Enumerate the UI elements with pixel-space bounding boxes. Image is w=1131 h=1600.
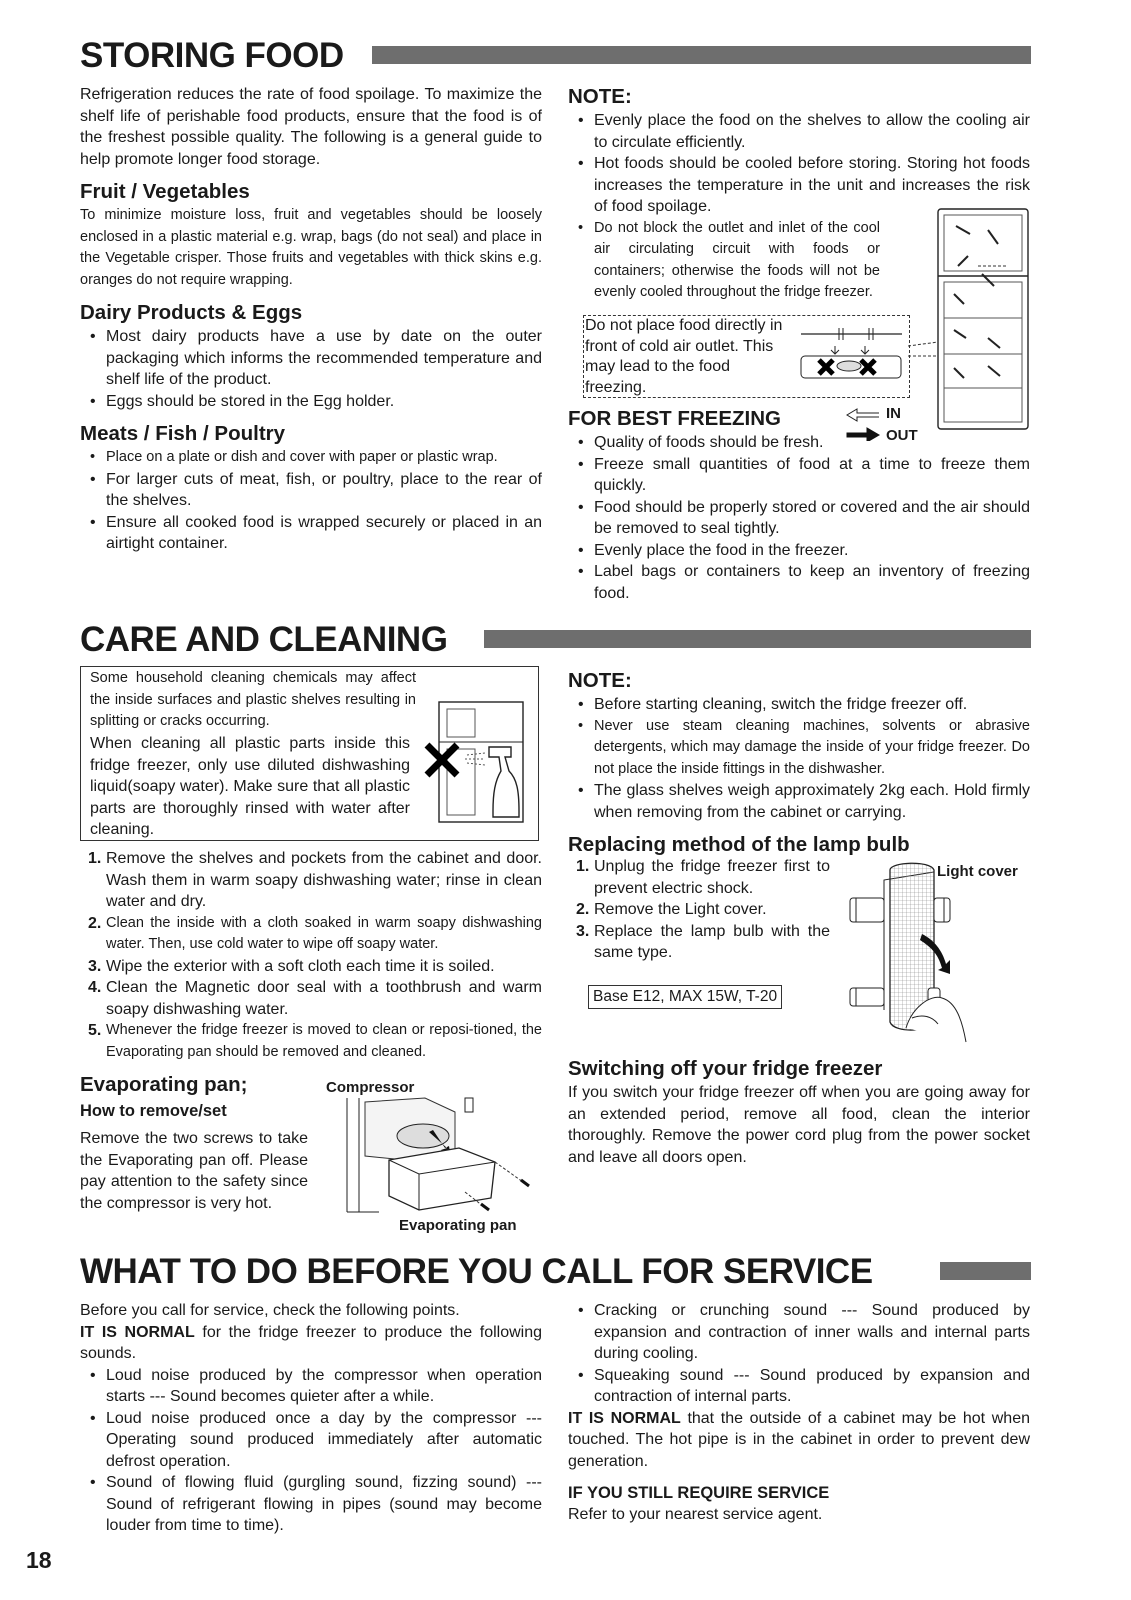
no-spray-illustration	[419, 697, 533, 829]
list-item: • Do not block the outlet and inlet of the cool air circulating circuit with foods or containers; otherwise the foods will not be evenly cooled throughout the fridge freezer.	[568, 218, 880, 304]
compressor-label: Compressor	[326, 1079, 415, 1096]
list-item	[568, 899, 830, 921]
step-text: Whenever the fridge freezer is moved to clean or reposi-tioned, the Evaporating pan should be removed and cleaned.	[106, 1022, 542, 1060]
note-list-narrow	[568, 218, 880, 304]
cleaning-steps	[80, 848, 542, 1063]
best-freezing-list	[568, 432, 1030, 604]
list-item: • Ensure all cooked food is wrapped securely or placed in an airtight container.	[80, 512, 542, 555]
switching-off-section	[568, 1056, 1030, 1168]
section-title-storing-food: STORING FOOD	[80, 36, 344, 75]
care-note-list	[568, 694, 1030, 823]
note-heading: NOTE:	[568, 85, 632, 108]
cold-air-callout	[583, 315, 910, 398]
list-item: • Sound of flowing fluid (gurgling sound, fizzing sound) --- Sound of refrigerant flowing in pipes (sound may become louder from time to time).	[80, 1472, 542, 1537]
list-item	[80, 913, 542, 956]
list-item: • For larger cuts of meat, fish, or poultry, place to the rear of the shelves.	[80, 469, 542, 512]
storing-left-column	[80, 84, 542, 555]
dairy-list	[80, 326, 542, 412]
cleaning-warning-box	[80, 666, 539, 841]
list-item	[568, 856, 830, 899]
fridge-airflow-illustration	[908, 206, 1032, 438]
dairy-heading: Dairy Products & Eggs	[80, 301, 303, 324]
meat-heading: Meats / Fish / Poultry	[80, 422, 286, 445]
list-item	[568, 921, 830, 964]
note-list	[568, 110, 1030, 218]
switch-text: If you switch your fridge freezer off when you are going away for an extended period, remove all food, clean the interior thoroughly. Remove the power cord plug from the power socket and leave all doors open.	[568, 1084, 1030, 1166]
light-cover-illustration	[846, 860, 976, 1046]
list-item	[80, 977, 542, 1020]
list-item	[80, 1020, 542, 1063]
evaporating-pan-label: Evaporating pan	[399, 1217, 517, 1234]
list-item: • The glass shelves weigh approximately 2kg each. Hold firmly when removing from the cabinet or carrying.	[568, 780, 1030, 823]
callout-text: Do not place food directly in front of cold air outlet. This may lead to the food freezing.	[585, 317, 783, 396]
list-item: • Quality of foods should be fresh.	[568, 432, 1030, 454]
list-item: • Eggs should be stored in the Egg holder.	[80, 391, 542, 413]
evap-text: Remove the two screws to take the Evaporating pan off. Please pay attention to the safety since the compressor is very hot.	[80, 1130, 308, 1212]
list-item: • Loud noise produced by the compressor when operation starts --- Sound becomes quieter after a while.	[80, 1365, 542, 1408]
step-text: Wipe the exterior with a soft cloth each time it is soiled.	[106, 957, 495, 975]
list-item: • Most dairy products have a use by date on the outer packaging which informs the recommended temperature and shelf life of the product.	[80, 326, 542, 391]
normal-label: IT IS NORMAL	[80, 1323, 195, 1341]
step-text: Remove the Light cover.	[594, 901, 767, 918]
step-number: 5.	[88, 1022, 102, 1039]
step-number: 4.	[88, 979, 102, 996]
list-item: • Evenly place the food on the shelves to allow the cooling air to circulate efficiently.	[568, 110, 1030, 153]
still-require-heading: IF YOU STILL REQUIRE SERVICE	[568, 1484, 830, 1502]
evap-subheading: How to remove/set	[80, 1102, 227, 1120]
service-normal-paragraph-2	[568, 1408, 1030, 1473]
service-intro: Before you call for service, check the following points.	[80, 1302, 460, 1319]
fruit-heading: Fruit / Vegetables	[80, 180, 250, 203]
list-item: • Place on a plate or dish and cover with paper or plastic wrap.	[80, 447, 542, 469]
list-item: • Evenly place the food in the freezer.	[568, 540, 1030, 562]
normal-text: that the outside of a cabinet may be hot when touched. The hot pipe is in the cabinet in order to prevent dew generation.	[568, 1409, 1031, 1470]
list-item: • Hot foods should be cooled before storing. Storing hot foods increases the temperature in the unit and increases the risk of food spoilage.	[568, 153, 1030, 218]
best-freezing-heading: FOR BEST FREEZING	[568, 407, 781, 430]
light-cover-label: Light cover	[937, 863, 1018, 880]
cleaning-steps-list	[80, 848, 542, 1063]
warning-text: When cleaning all plastic parts inside this fridge freezer, only use diluted dishwashing liquid(soapy water). Make sure that all plastic parts are thoroughly rinsed with water after cleaning.	[90, 735, 410, 838]
title-bar	[484, 630, 1031, 648]
step-number: 1.	[88, 850, 102, 867]
step-text: Remove the shelves and pockets from the cabinet and door. Wash them in warm soapy dishwashing water; rinse in clean water and dry.	[106, 850, 542, 910]
step-text: Unplug the fridge freezer first to prevent electric shock.	[594, 858, 830, 897]
title-bar	[940, 1262, 1031, 1280]
warning-small-text: Some household cleaning chemicals may affect the inside surfaces and plastic shelves resulting in splitting or cracks occurring.	[90, 670, 416, 729]
title-bar	[372, 46, 1031, 64]
shelf-warning-illustration	[799, 322, 904, 390]
step-number: 2.	[576, 901, 590, 918]
normal-text: for the fridge freezer to produce the following sounds.	[80, 1323, 543, 1362]
list-item	[80, 848, 542, 913]
legend-in: IN	[886, 405, 901, 422]
step-number: 2.	[88, 914, 102, 932]
lamp-spec-box: Base E12, MAX 15W, T-20	[588, 985, 782, 1009]
list-item: • Before starting cleaning, switch the fridge freezer off.	[568, 694, 1030, 716]
meat-list	[80, 447, 542, 555]
list-item: • Food should be properly stored or covered and the air should be removed to seal tightly.	[568, 497, 1030, 540]
lamp-heading: Replacing method of the lamp bulb	[568, 833, 910, 856]
evaporating-pan-illustration	[345, 1096, 541, 1218]
list-item: • Freeze small quantities of food at a time to freeze them quickly.	[568, 454, 1030, 497]
switch-heading: Switching off your fridge freezer	[568, 1057, 883, 1080]
service-right-column	[568, 1300, 1030, 1526]
step-number: 3.	[576, 922, 590, 940]
service-sound-list-2	[568, 1300, 1030, 1408]
note-heading: NOTE:	[568, 669, 632, 692]
service-left-column	[80, 1300, 542, 1537]
lamp-steps-list	[568, 856, 830, 964]
storing-intro: Refrigeration reduces the rate of food spoilage. To maximize the shelf life of perishable food products, ensure that the food is of the freshest possible quality. The following is a general guide to help promote longer food storage.	[80, 86, 542, 168]
lamp-steps	[568, 856, 830, 964]
evaporating-pan-section	[80, 1072, 308, 1214]
best-freezing-section	[568, 406, 1030, 604]
still-require-text: Refer to your nearest service agent.	[568, 1506, 823, 1523]
step-number: 3.	[88, 957, 102, 975]
list-item: • Label bags or containers to keep an inventory of freezing food.	[568, 561, 1030, 604]
service-normal-paragraph	[80, 1322, 542, 1365]
page-number: 18	[26, 1547, 52, 1573]
list-item: • Never use steam cleaning machines, solvents or abrasive detergents, which may damage the inside of your fridge freezer. Do not place the inside fittings in the dishwasher.	[568, 716, 1030, 781]
step-text: Clean the inside with a cloth soaked in warm soapy dishwashing water. Then, use cold water to wipe off soapy water.	[106, 914, 542, 952]
section-title-service: WHAT TO DO BEFORE YOU CALL FOR SERVICE	[80, 1252, 873, 1291]
list-item: • Cracking or crunching sound --- Sound produced by expansion and contraction of inner walls and internal parts during cooling.	[568, 1300, 1030, 1365]
normal-label: IT IS NORMAL	[568, 1409, 681, 1427]
evap-heading: Evaporating pan;	[80, 1073, 248, 1096]
step-text: Clean the Magnetic door seal with a toothbrush and warm soapy dishwashing water.	[106, 979, 542, 1018]
legend-out: OUT	[886, 427, 918, 444]
service-sound-list	[80, 1365, 542, 1537]
list-item: • Loud noise produced once a day by the compressor --- Operating sound produced immediately after automatic defrost operation.	[80, 1408, 542, 1473]
list-item	[80, 956, 542, 978]
list-item: • Squeaking sound --- Sound produced by expansion and contraction of internal parts.	[568, 1365, 1030, 1408]
section-title-care-cleaning: CARE AND CLEANING	[80, 620, 448, 659]
step-text: Replace the lamp bulb with the same type.	[594, 922, 830, 961]
step-number: 1.	[576, 858, 590, 875]
fruit-text: To minimize moisture loss, fruit and vegetables should be loosely enclosed in a plastic material e.g. wrap, bags (do not seal) and place in the Vegetable crisper. Those fruits and vegetables with thick skins e.g. oranges do not require wrapping.	[80, 207, 542, 288]
care-note-section	[568, 668, 1030, 858]
